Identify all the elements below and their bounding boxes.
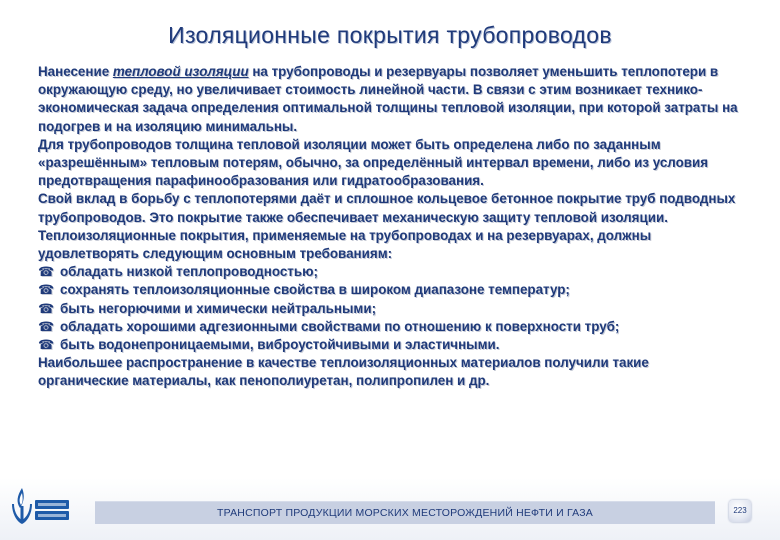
list-item — [38, 263, 743, 281]
paragraph-2: Для трубопроводов толщина тепловой изоляции может быть определена либо по заданным «разрешённым» тепловым потерям, обычно, за определённый интервал времени, либо из условия предотвращения парафинообразования или гидратообразования. — [38, 136, 709, 189]
telephone-icon: ☎ — [38, 282, 55, 298]
paragraph-5: Наибольшее распространение в качестве теплоизоляционных материалов получили такие органические материалы, как пенополиуретан, полипропилен и др. — [38, 355, 649, 389]
telephone-icon: ☎ — [38, 318, 55, 334]
main-text — [38, 63, 743, 391]
telephone-icon: ☎ — [38, 337, 55, 353]
footer-bar — [95, 501, 715, 524]
paragraph-4: Теплоизоляционные покрытия, применяемые на трубопроводах и на резервуарах, должны удовлетворять следующим основным требованиям: — [38, 227, 652, 262]
paragraph-1 — [38, 63, 743, 136]
list-item-text: быть негорючими и химически нейтральными; — [60, 300, 377, 316]
page-number: 223 — [729, 500, 751, 522]
list-item — [38, 281, 743, 299]
requirements-list — [38, 263, 743, 354]
list-item — [38, 318, 743, 336]
list-item-text: быть водонепроницаемыми, виброустойчивыми и эластичными. — [60, 337, 500, 353]
paragraph-1-rest: на трубопроводы и резервуары позволяет уменьшить теплопотери в окружающую среду, но увеличивает стоимость линейной части. В связи с этим возникает технико-экономическая задача определения оптимальной толщины тепловой изоляции, при которой затраты на подогрев и на изоляцию минимальны. — [38, 64, 738, 134]
telephone-icon: ☎ — [38, 264, 55, 280]
list-item-text: обладать хорошими адгезионными свойствами по отношению к поверхности труб; — [60, 318, 620, 334]
key-term: тепловой изоляции — [112, 64, 249, 79]
list-item — [38, 300, 743, 318]
list-item-text: сохранять теплоизоляционные свойства в широком диапазоне температур; — [60, 282, 570, 298]
paragraph-3: Свой вклад в борьбу с теплопотерями даёт и сплошное кольцевое бетонное покрытие труб подводных трубопроводов. Это покрытие также обеспечивает механическую защиту тепловой изоляции. — [38, 191, 736, 225]
telephone-icon: ☎ — [38, 300, 55, 316]
paragraph-1-lead: Нанесение — [38, 64, 113, 79]
gazprom-logo — [8, 480, 74, 534]
page-title: Изоляционные покрытия трубопроводов — [168, 22, 612, 48]
list-item — [38, 336, 743, 354]
footer-title: ТРАНСПОРТ ПРОДУКЦИИ МОРСКИХ МЕСТОРОЖДЕНИЙ НЕФТИ И ГАЗА — [216, 507, 594, 519]
list-item-text: обладать низкой теплопроводностью; — [60, 264, 318, 280]
